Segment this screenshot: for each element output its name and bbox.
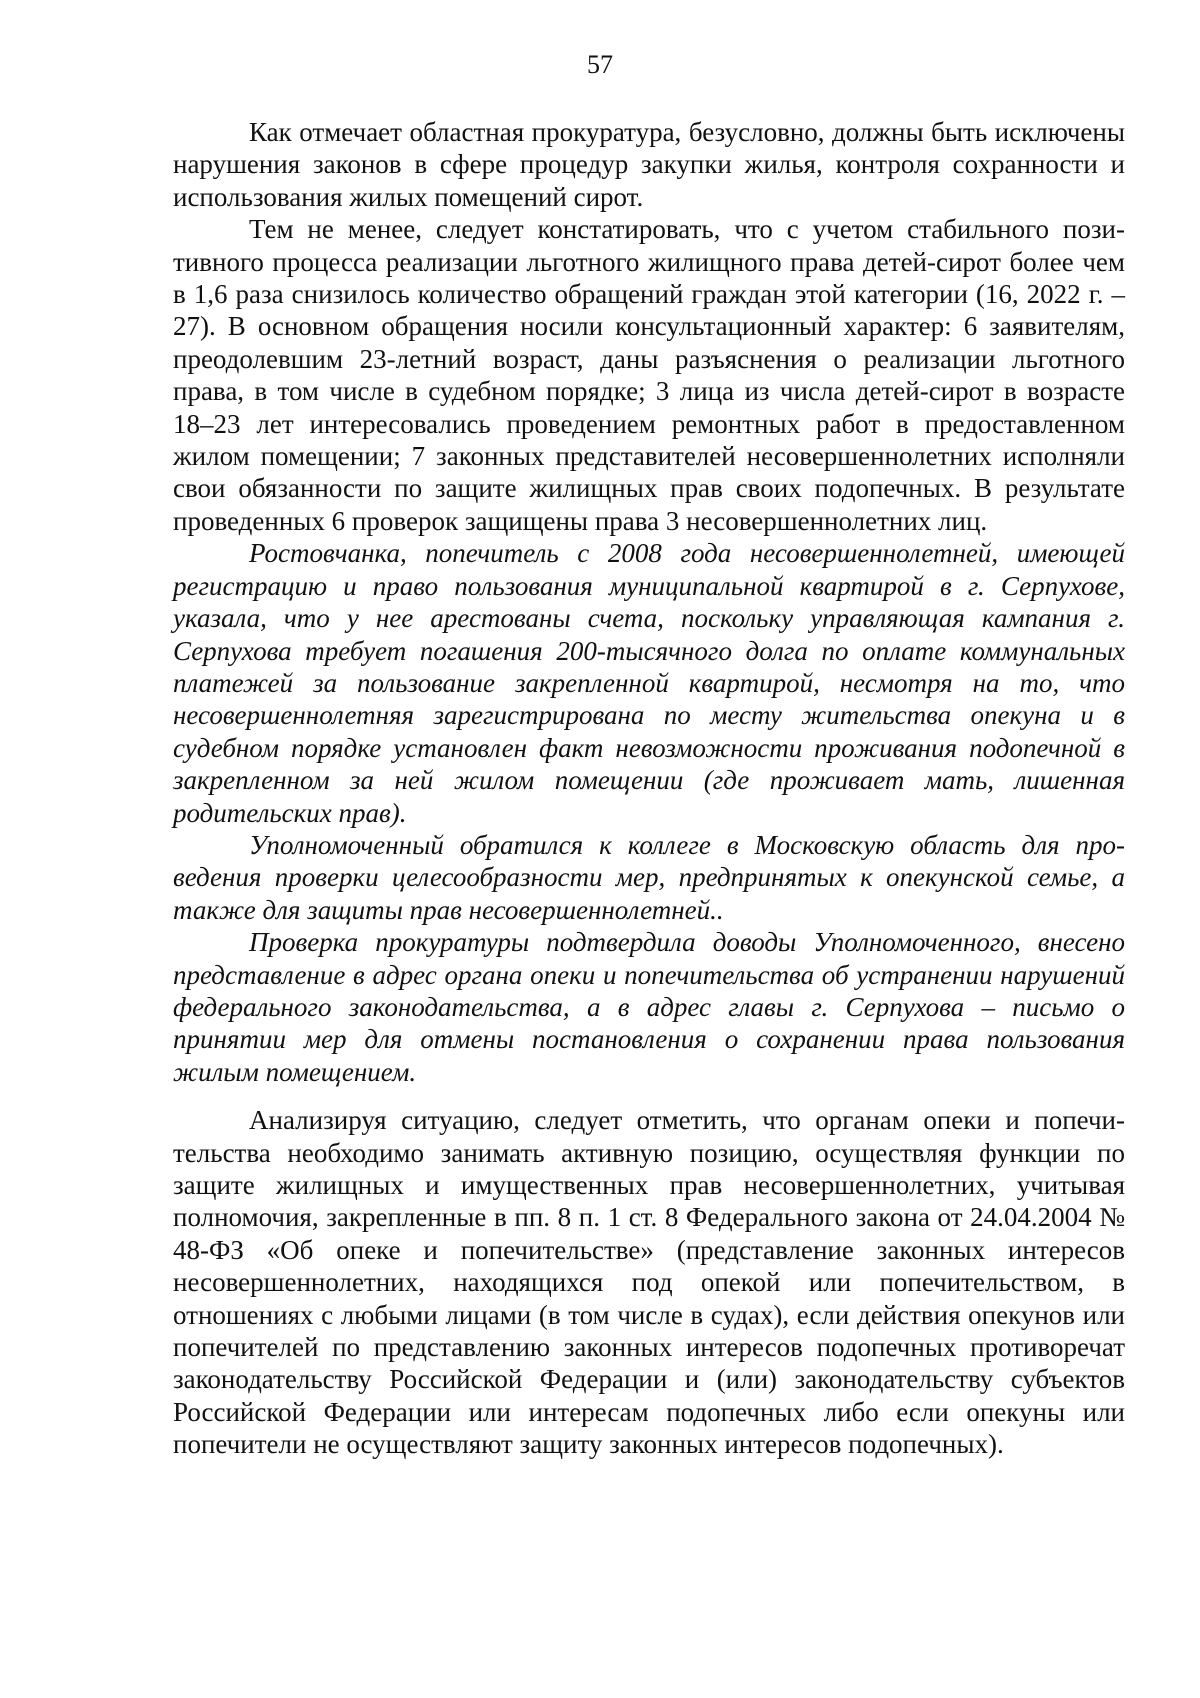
paragraph-analysis-conclusion: Анализируя ситуацию, следует отметить, что органам опеки и попечительства необходимо занимать активную позицию, осуществляя функции по защите жилищных и имущественных прав несовершеннолетних, учитывая полномочия, закрепленные в пп. 8 п. 1 ст. 8 Федерального закона от 24.04.2004 № 48-ФЗ «Об опеке и попечительстве» (представление законных интересов несовершеннолетних, находящихся под опекой или попечительством, в отношениях с любыми лицами (в том числе в судах), если действия опекунов или попечителей по представлению законных интересов подопечных противоречат законодательству Российской Федерации и (или) законодательству субъектов Российской Федерации или интересам подопечных либо если опекуны или попечители не осуществляют защиту законных интересов подопечных). <box>173 1105 1125 1460</box>
case-paragraph-ombudsman-action: Уполномоченный обратился к коллеге в Московскую область для проведения проверки целесообразности мер, предпринятых к опекунской семье, а также для защиты прав несовершеннолетней.. <box>173 829 1125 925</box>
paragraph-prosecutor-note: Как отмечает областная прокуратура, безусловно, должны быть исключены нарушения законов в сфере процедур закупки жилья, контроля сохранности и использования жилых помещений сирот. <box>173 117 1125 212</box>
paragraph-appeals-statistics: Тем не менее, следует констатировать, что с учетом стабильного позитивного процесса реализации льготного жилищного права детей-сирот более чем в 1,6 раза снизилось количество обращений граждан этой категории (16, 2022 г. – 27). В основном обращения носили консультационный характер: 6 заявителям, преодолевшим 23-летний возраст, даны разъяснения о реализации льготного права, в том числе в судебном порядке; 3 лица из числа детей-сирот в возрасте 18–23 лет интересовались проведением ремонтных работ в предоставленном жилом помещении; 7 законных представителей несовершеннолетних исполняли свои обязанности по защите жилищных прав своих подопечных. В результате проведенных 6 проверок защищены права 3 несовершеннолетних лиц. <box>173 214 1125 536</box>
case-paragraph-rostov-guardian: Ростовчанка, попечитель с 2008 года несовершеннолетней, имеющей регистрацию и право пользования муниципальной квартирой в г. Серпухове, указала, что у нее арестованы счета, поскольку управляющая кампания г. Серпухова требует погашения 200-тысячного долга по оплате коммунальных платежей за пользование закрепленной квартирой, несмотря на то, что несовершеннолетняя зарегистрирована по месту жительства опекуна и в судебном порядке установлен факт невозможности проживания подопечной в закрепленном за ней жилом помещении (где проживает мать, лишенная родительских прав). <box>173 538 1125 828</box>
case-paragraph-prosecution-result: Проверка прокуратуры подтвердила доводы Уполномоченного, внесено представление в адрес органа опеки и попечительства об устранении нарушений федерального законодательства, а в адрес главы г. Серпухова – письмо о принятии мер для отмены постановления о сохранении права пользования жилым помещением. <box>173 927 1125 1087</box>
body-text <box>173 116 1125 1461</box>
page-number: 57 <box>587 50 613 79</box>
